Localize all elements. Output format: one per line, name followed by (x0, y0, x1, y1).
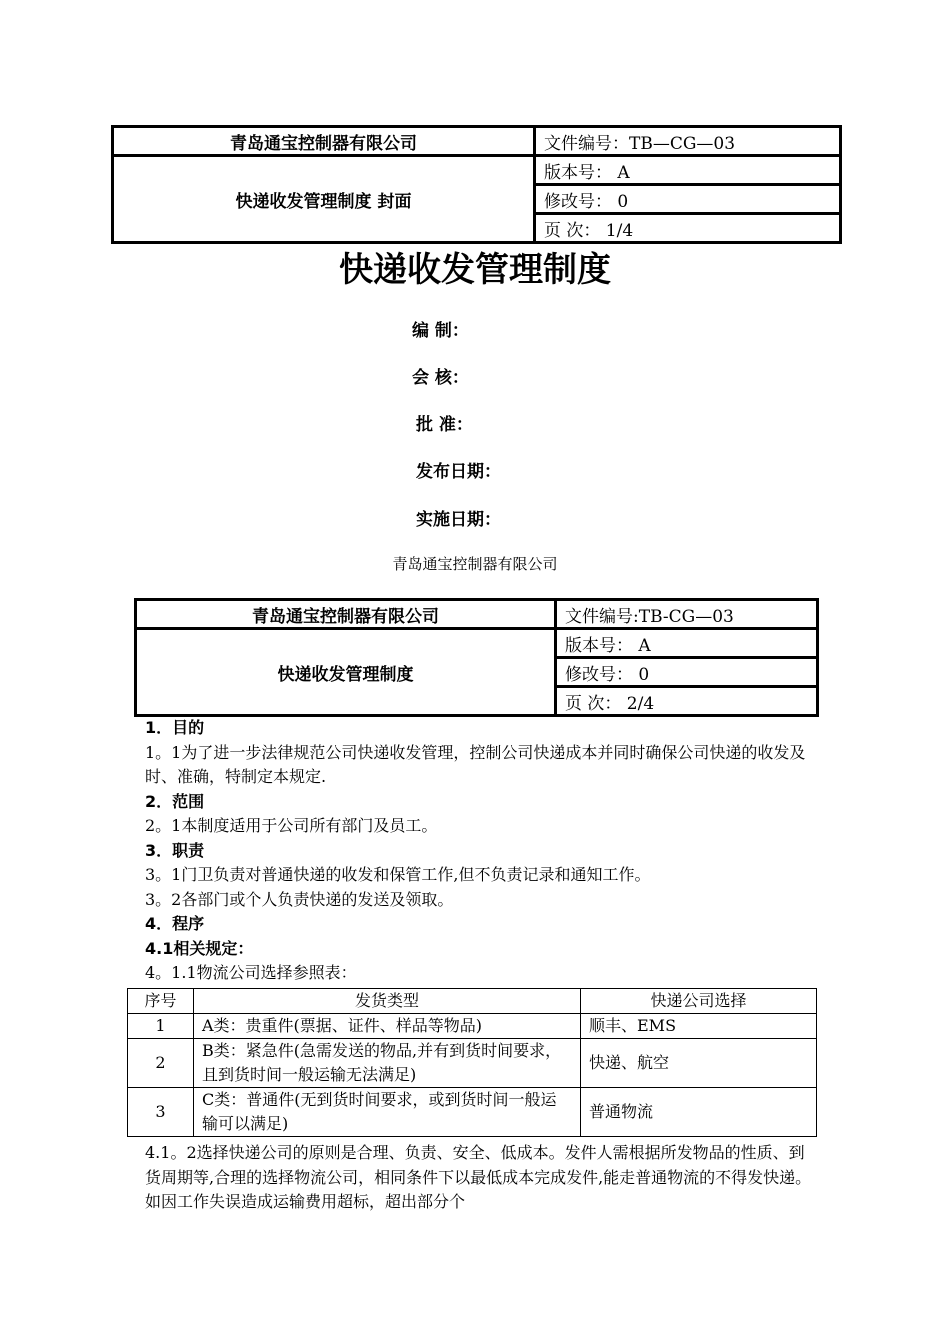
cover-header-title: 快递收发管理制度 封面 (113, 156, 535, 243)
section-1-title: 1．目的 (145, 718, 205, 737)
cover-header-revision: 修改号： 0 (535, 185, 841, 214)
table-cell-no: 1 (128, 1014, 194, 1039)
page-header-page: 页 次： 2/4 (556, 687, 818, 716)
cover-company-name: 青岛通宝控制器有限公司 (392, 555, 558, 573)
section-3-title: 3．职责 (145, 840, 205, 860)
section-4-1-2: 4.1。2选择快递公司的原则是合理、负责、安全、低成本。发件人需根据所发物品的性质、到货周期等,合理的选择物流公司，相同条件下以最低成本完成发件,能走普通物流的不得发快递。如因工作失误造成运输费用超标，超出部分个 (145, 1143, 812, 1211)
document-body (145, 716, 815, 986)
table-cell-type: B类：紧急件(急需发送的物品,并有到货时间要求，且到货时间一般运输无法满足) (194, 1039, 581, 1088)
section-2-title: 2．范围 (145, 791, 205, 811)
page-header-doc-no: 文件编号:TB-CG—03 (556, 600, 818, 629)
page-header-version: 版本号： A (556, 629, 818, 658)
cover-header-doc-no: 文件编号：TB—CG—03 (535, 127, 841, 156)
cover-header-page: 页 次： 1/4 (535, 214, 841, 243)
signoff-publish-date: 发布日期： (416, 462, 501, 482)
signoff-compile: 编 制： (412, 321, 469, 341)
main-title: 快递收发管理制度 (339, 250, 611, 290)
section-3-2: 3。2各部门或个人负责快递的发送及领取。 (145, 889, 454, 909)
page-header-table (134, 598, 819, 717)
page-header-title: 快递收发管理制度 (136, 629, 556, 716)
table-cell-choice: 普通物流 (581, 1088, 817, 1137)
page-header-company: 青岛通宝控制器有限公司 (136, 600, 556, 629)
table-row (128, 1014, 817, 1039)
table-cell-choice: 顺丰、EMS (581, 1014, 817, 1039)
section-1-1: 1。1为了进一步法律规范公司快递收发管理，控制公司快递成本并同时确保公司快递的收发及时、准确，特制定本规定. (145, 742, 806, 786)
section-3-1: 3。1门卫负责对普通快递的收发和保管工作,但不负责记录和通知工作。 (145, 865, 651, 884)
table-cell-type: C类：普通件(无到货时间要求，或到货时间一般运输可以满足) (194, 1088, 581, 1137)
cover-header-version: 版本号： A (535, 156, 841, 185)
section-2-1: 2。1本制度适用于公司所有部门及员工。 (145, 816, 438, 835)
table-cell-choice: 快递、航空 (581, 1039, 817, 1088)
page-header-revision: 修改号： 0 (556, 658, 818, 687)
cover-header-company: 青岛通宝控制器有限公司 (113, 127, 535, 156)
signoff-approve: 批 准： (416, 415, 473, 435)
cover-header-table (111, 125, 842, 244)
section-4-title: 4．程序 (145, 914, 205, 933)
table-cell-no: 2 (128, 1039, 194, 1088)
table-header-no: 序号 (128, 989, 194, 1014)
signoff-review: 会 核： (412, 368, 469, 388)
table-row (128, 1039, 817, 1088)
table-cell-type: A类：贵重件(票据、证件、样品等物品) (194, 1014, 581, 1039)
section-4-1-title: 4.1相关规定： (145, 938, 254, 958)
section-4-1-1: 4。1.1物流公司选择参照表： (145, 963, 357, 982)
table-header-type: 发货类型 (194, 989, 581, 1014)
signoff-effective-date: 实施日期： (416, 510, 501, 530)
table-cell-no: 3 (128, 1088, 194, 1137)
logistics-reference-table (127, 988, 817, 1137)
table-header-choice: 快递公司选择 (581, 989, 817, 1014)
table-row (128, 1088, 817, 1137)
